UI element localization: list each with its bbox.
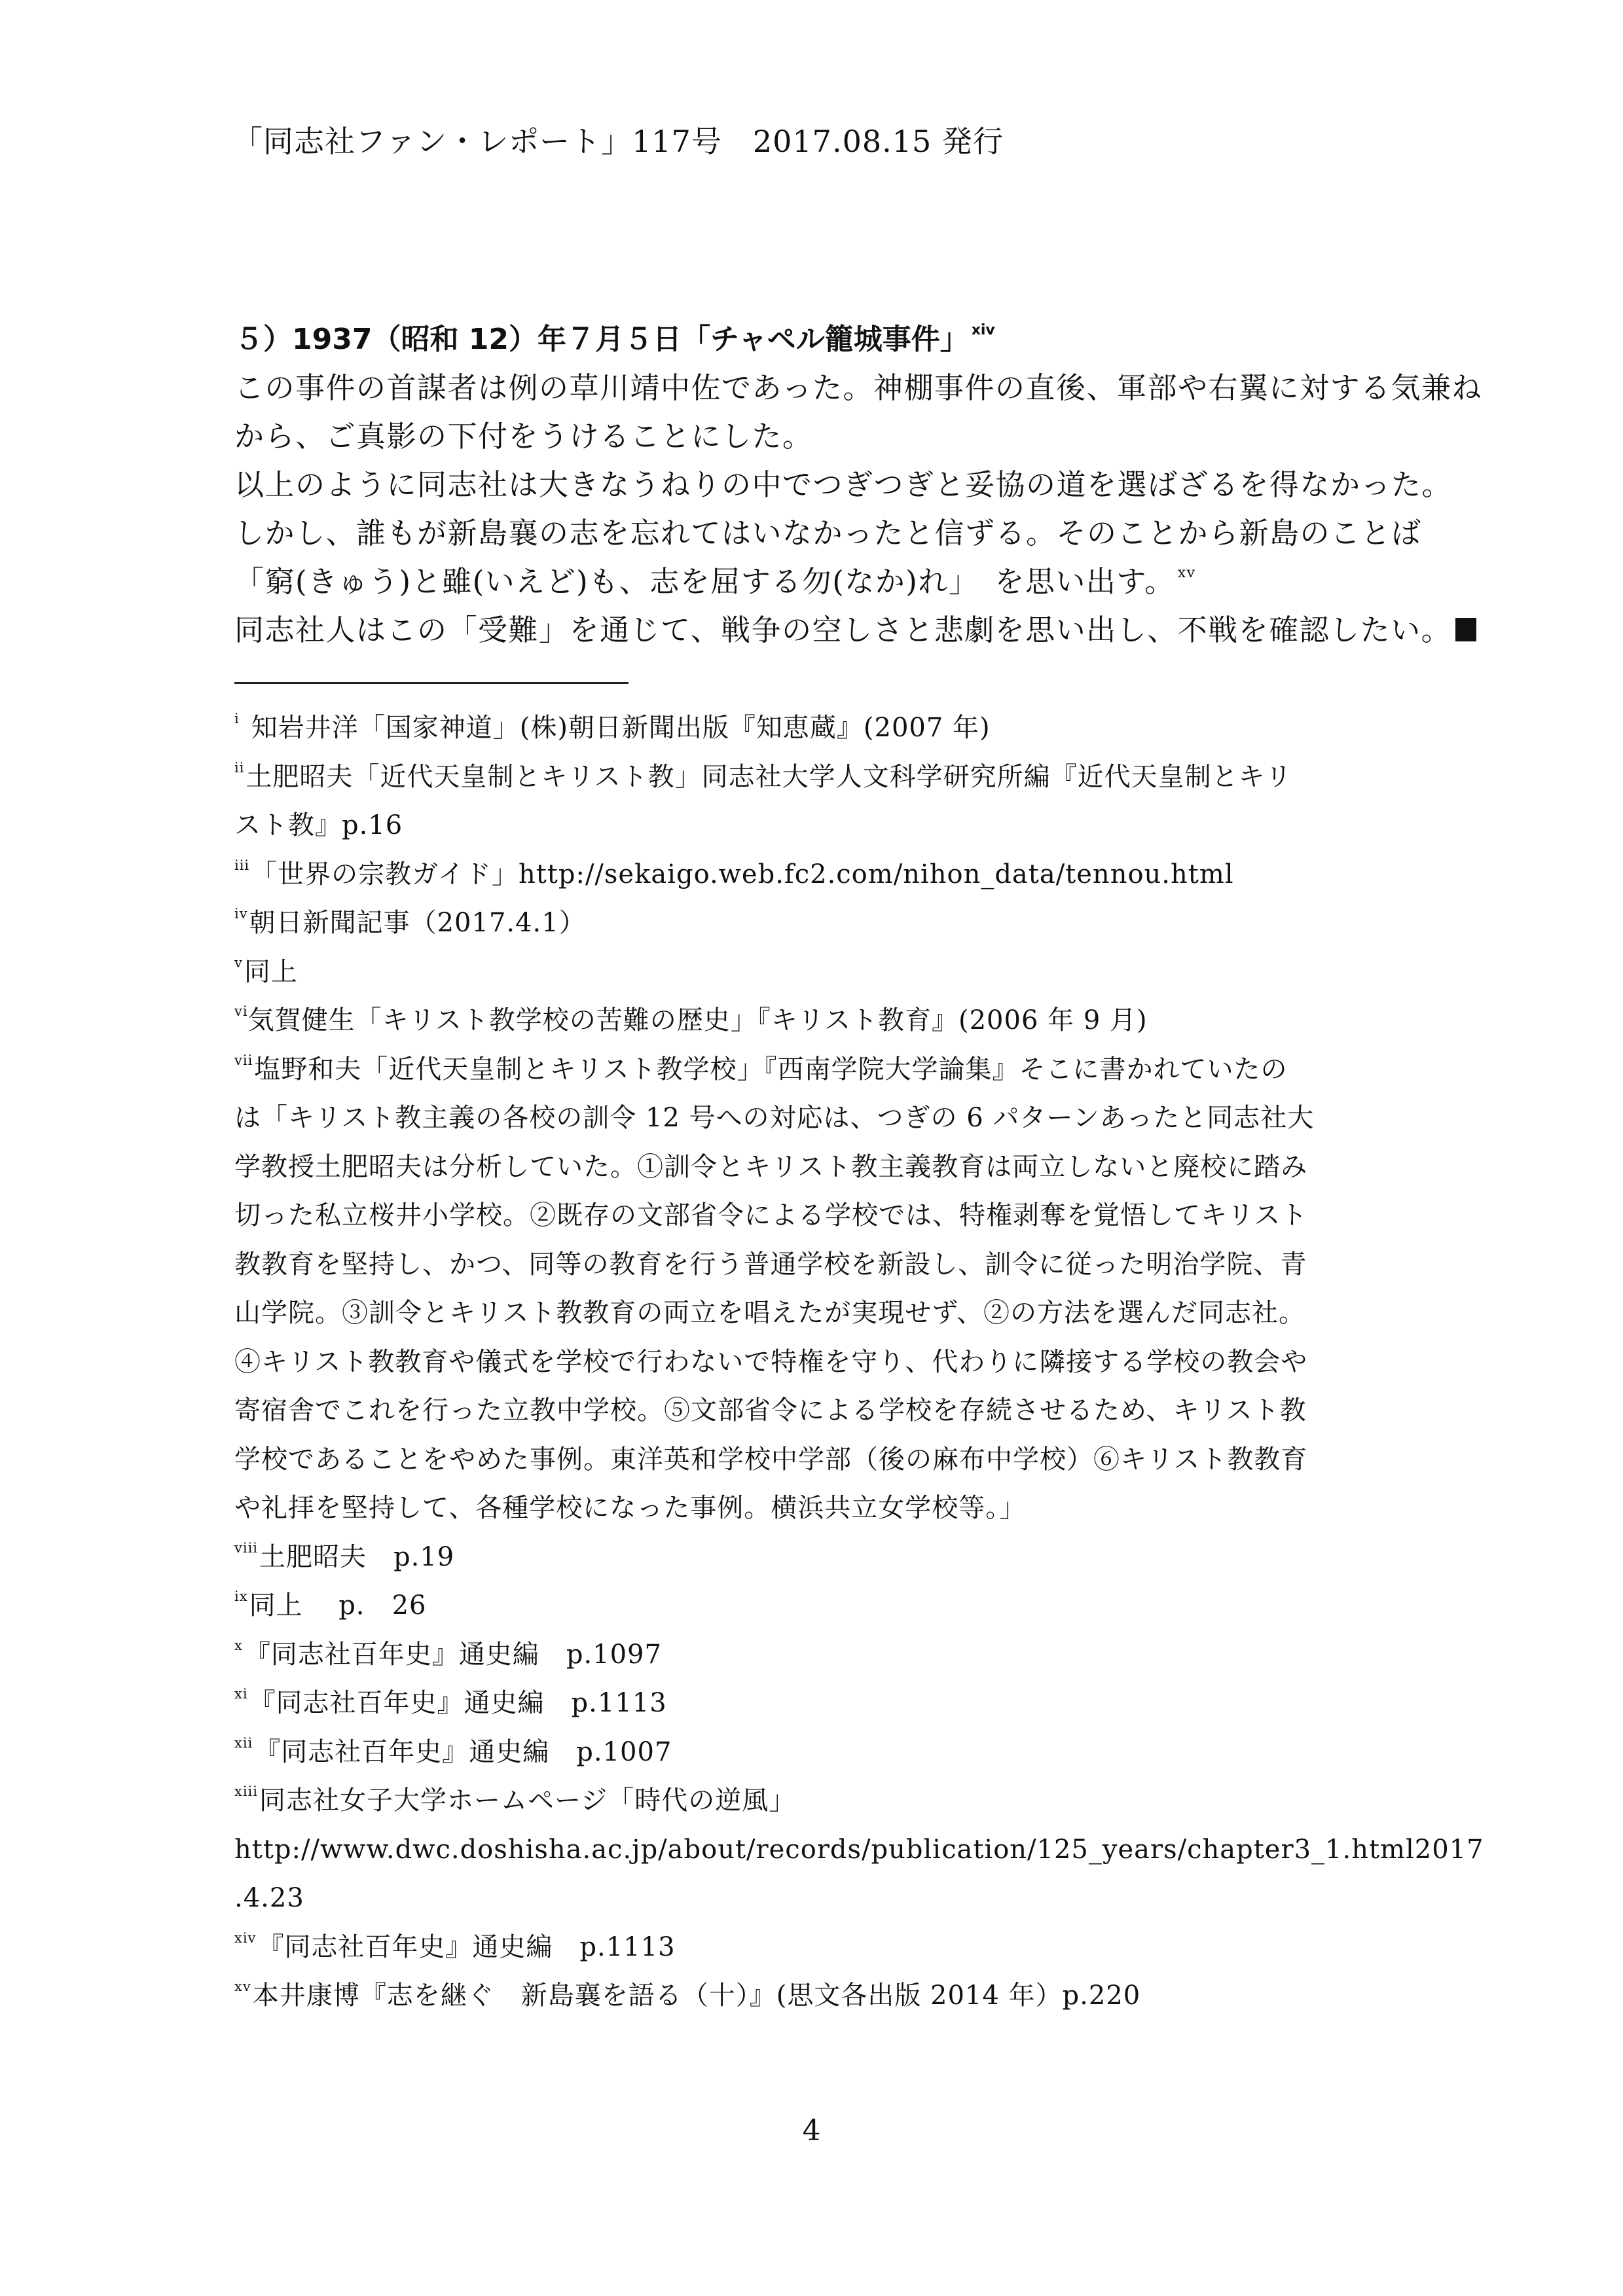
footnote-xiii-cont: .4.23: [234, 1883, 304, 1913]
footnote-mark: xiii: [234, 1784, 258, 1799]
footnote-i: [234, 704, 1413, 753]
publication-header: 「同志社ファン・レポート」117号 2017.08.15 発行: [232, 124, 1004, 159]
footnote-viii: [234, 1533, 1413, 1582]
footnote-xv: [234, 1971, 1413, 2020]
footnote-vii-cont: 教教育を堅持し、かつ、同等の教育を行う普通学校を新設し、訓令に従った明治学院、青: [234, 1249, 1307, 1280]
section-heading: [234, 315, 1413, 364]
footnote-text: 土肥昭夫 p.19: [259, 1541, 455, 1572]
footnote-mark: iv: [234, 906, 248, 922]
footnote-text: 同上 p． 26: [249, 1590, 427, 1621]
footnote-vi: [234, 996, 1413, 1045]
footnote-ix: [234, 1581, 1413, 1630]
footnote-mark: xv: [234, 1979, 251, 1994]
paragraph-line: から、ご真影の下付をうけることにした。: [234, 419, 813, 454]
footnote-vii-cont: ④キリスト教教育や儀式を学校で行わないで特権を守り、代わりに隣接する学校の教会や: [234, 1346, 1308, 1377]
footnote-vii-cont: 切った私立桜井小学校。②既存の文部省令による学校では、特権剥奪を覚悟してキリスト: [234, 1200, 1308, 1230]
footnote-mark: x: [234, 1637, 243, 1653]
footnote-mark: i: [234, 711, 240, 726]
footnote-vii: [234, 1045, 1413, 1094]
footnote-vii-cont: 寄宿舎でこれを行った立教中学校。⑤文部省令による学校を存続させるため、キリスト教: [234, 1395, 1307, 1426]
footnote-xiii: [234, 1776, 1413, 1825]
footnote-mark: xii: [234, 1734, 253, 1751]
end-mark-square-icon: [1455, 618, 1476, 641]
footnote-ref-xiv[interactable]: xiv: [971, 322, 995, 338]
footnote-mark: xi: [234, 1686, 248, 1702]
footnote-mark: viii: [234, 1539, 259, 1556]
footnote-vii-cont: や礼拝を堅持して、各種学校になった事例。横浜共立女学校等。」: [234, 1493, 1027, 1523]
footnote-ii: [234, 753, 1413, 802]
footnote-ii-cont: スト教』p.16: [234, 810, 403, 840]
closing-text: 同志社人はこの「受難」を通じて、戦争の空しさと悲劇を思い出し、不戦を確認したい。: [234, 613, 1452, 647]
page-number: 4: [802, 2114, 821, 2147]
paragraph-line-quote: [234, 558, 1413, 606]
footnote-text: 『同志社百年史』通史編 p.1097: [244, 1639, 662, 1670]
footnote-text: 同志社女子大学ホームページ「時代の逆風」: [259, 1785, 796, 1816]
footnote-text: 『同志社百年史』通史編 p.1007: [254, 1736, 672, 1767]
footnote-divider: [234, 682, 629, 684]
paragraph-line: この事件の首謀者は例の草川靖中佐であった。神棚事件の直後、軍部や右翼に対する気兼ね: [234, 370, 1483, 405]
footnote-text: 本井康博『志を継ぐ 新島襄を語る（十）』(思文各出版 2014 年）p.220: [252, 1981, 1141, 2011]
footnote-xi: [234, 1679, 1413, 1728]
footnote-xiv: [234, 1923, 1413, 1972]
footnote-vii-cont: 学教授土肥昭夫は分析していた。①訓令とキリスト教主義教育は両立しないと廃校に踏み: [234, 1151, 1308, 1182]
footnote-text-link[interactable]: 「世界の宗教ガイド」http://sekaigo.web.fc2.com/nihon_data/tennou.html: [251, 859, 1234, 889]
footnote-vii-cont: 学校であることをやめた事例。東洋英和学校中学部（後の麻布中学校）⑥キリスト教教育: [234, 1444, 1308, 1475]
footnote-vii-cont: 山学院。③訓令とキリスト教教育の両立を唱えたが実現せず、②の方法を選んだ同志社。: [234, 1298, 1305, 1328]
footnote-xiii-link[interactable]: http://www.dwc.doshisha.ac.jp/about/records/publication/125_years/chapter3_1.html2017: [234, 1834, 1484, 1865]
footnote-mark: vi: [234, 1003, 248, 1019]
quote-text: 「窮(きゅう)と雖(いえど)も、志を屈する勿(なか)れ」 を思い出す。: [234, 564, 1175, 599]
footnote-text: 塩野和夫「近代天皇制とキリスト教学校」『西南学院大学論集』そこに書かれていたの: [254, 1054, 1288, 1085]
footnote-mark: xiv: [234, 1929, 257, 1946]
footnote-mark: v: [234, 954, 243, 971]
footnote-mark: ix: [234, 1588, 248, 1604]
footnote-mark: ii: [234, 759, 245, 776]
footnote-text: 『同志社百年史』通史編 p.1113: [249, 1688, 667, 1718]
footnotes-list: [234, 704, 1484, 2020]
footnote-text: 『同志社百年史』通史編 p.1113: [257, 1931, 676, 1962]
paragraph-line: しかし、誰もが新島襄の志を忘れてはいなかったと信ずる。そのことから新島のことば: [234, 516, 1422, 550]
paragraph-line-closing: [234, 606, 1452, 655]
footnote-iii: [234, 850, 1413, 899]
footnote-text: 同上: [244, 956, 298, 987]
footnote-iv: [234, 899, 1413, 948]
main-content: [234, 315, 1484, 2020]
paragraph-line: 以上のように同志社は大きなうねりの中でつぎつぎと妥協の道を選ばざるを得なかった。: [234, 467, 1453, 502]
footnote-text: 朝日新聞記事（2017.4.1）: [249, 908, 586, 938]
footnote-text: 気賀健生「キリスト教学校の苦難の歴史」『キリスト教育』(2006 年 9 月): [247, 1005, 1148, 1035]
footnote-mark: vii: [234, 1052, 253, 1068]
footnote-ref-xv[interactable]: xv: [1177, 565, 1196, 581]
footnote-text: 土肥昭夫「近代天皇制とキリスト教」同志社大学人文科学研究所編『近代天皇制とキリ: [246, 761, 1292, 792]
footnote-x: [234, 1630, 1413, 1679]
section-heading-text: ５）1937（昭和 12）年７月５日「チャペル籠城事件」: [234, 323, 969, 356]
footnote-vii-cont: は「キリスト教主義の各校の訓令 12 号への対応は、つぎの 6 パターンあったと同志社大: [234, 1103, 1315, 1133]
footnote-xii: [234, 1728, 1413, 1777]
footnote-v: [234, 948, 1413, 997]
footnote-mark: iii: [234, 857, 250, 873]
footnote-text: 知岩井洋「国家神道」(株)朝日新聞出版『知恵蔵』(2007 年): [251, 713, 991, 743]
